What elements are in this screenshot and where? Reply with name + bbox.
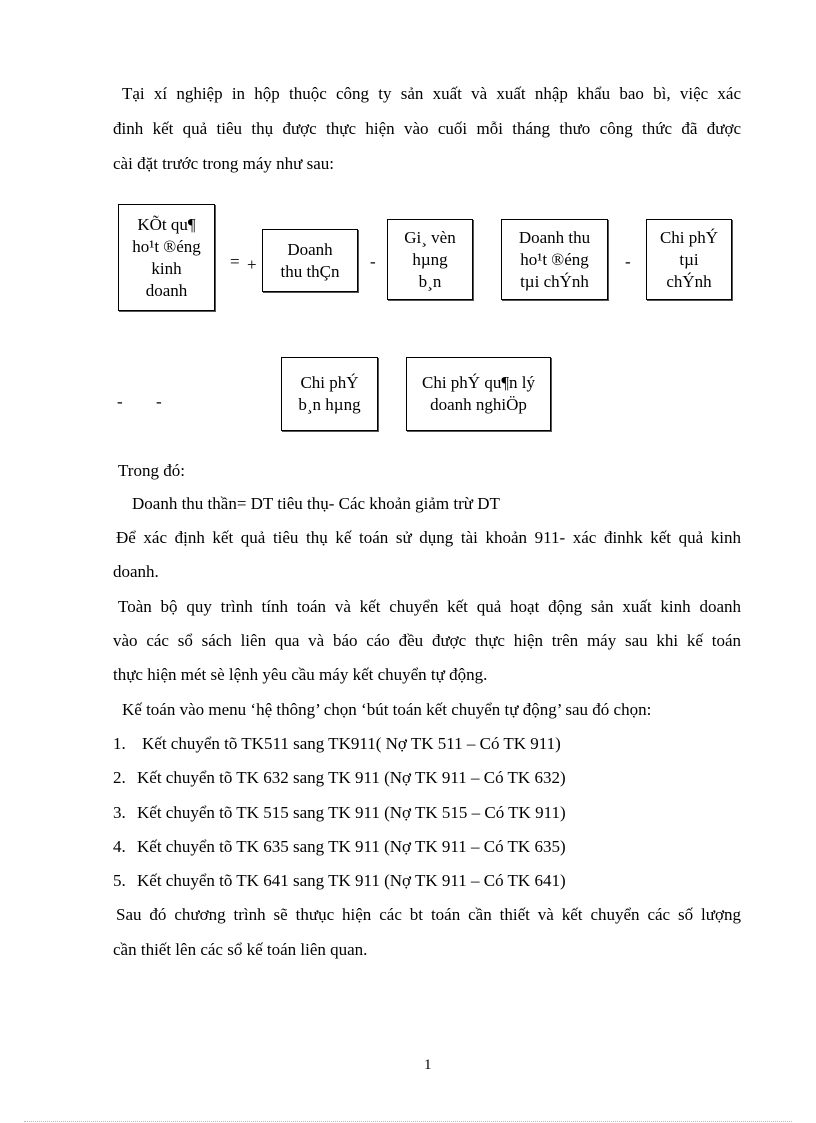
net-revenue-box: [262, 229, 358, 292]
selling-expense-box-line: b¸n hµng: [298, 395, 361, 414]
financial-expense-box-line: Chi phÝ: [659, 227, 719, 247]
net-revenue-definition: Doanh thu thần= DT tiêu thụ- Các khoản giảm trừ DT: [132, 494, 500, 513]
admin-expense-box-line: Chi phÝ qu¶n lý: [421, 373, 535, 392]
cost-of-sales-box-line: hµng: [412, 249, 448, 269]
selling-expense-box: [281, 357, 378, 431]
financial-expense-box-line: tµi: [679, 249, 699, 269]
closing-line-1: Sau đó chương trình sẽ thưục hiện các bt toán cần thiết và kết chuyển các số lượng: [116, 905, 741, 924]
account-line-1: Để xác định kết quả tiêu thụ kế toán sử dụng tài khoản 911- xác đinhk kết quả kinh: [116, 528, 741, 547]
plus-sign: +: [247, 255, 257, 274]
step-text: Kết chuyển tõ TK 641 sang TK 911 (Nợ TK 911 – Có TK 641): [137, 871, 566, 890]
process-line-3: thực hiện mét sè lệnh yêu cầu máy kết chuyển tự động.: [113, 665, 488, 684]
minus-sign: -: [625, 252, 631, 271]
equals-sign: =: [230, 252, 240, 271]
closing-line-2: cần thiết lên các sổ kế toán liên quan.: [113, 940, 368, 959]
in-which-label: Trong đó:: [118, 461, 185, 480]
financial-revenue-box-line: ho¹t ®éng: [520, 249, 589, 269]
step-number: 5.: [113, 871, 126, 890]
result-box-line: doanh: [145, 280, 188, 300]
step-text: Kết chuyển tõ TK 635 sang TK 911 (Nợ TK 911 – Có TK 635): [137, 837, 566, 856]
financial-revenue-box-line: tµi chÝnh: [520, 271, 589, 291]
selling-expense-box-line: Chi phÝ: [300, 373, 359, 392]
result-box-line: ho¹t ®éng: [132, 236, 201, 256]
step-number: 1.: [113, 734, 126, 753]
cost-of-sales-box-line: b¸n: [418, 271, 442, 291]
cost-of-sales-box: [387, 219, 473, 300]
menu-instruction: Kế toán vào menu ‘hệ thông’ chọn ‘bút toán kết chuyển tự động’ sau đó chọn:: [122, 700, 652, 719]
account-line-2: doanh.: [113, 562, 159, 581]
result-box-line: kinh: [151, 258, 182, 278]
net-revenue-box-line: thu thÇn: [280, 261, 340, 281]
step-text: Kết chuyển tõ TK 515 sang TK 911 (Nợ TK 515 – Có TK 911): [137, 803, 566, 822]
process-line-1: Toàn bộ quy trình tính toán và kết chuyển kết quả hoạt động sản xuất kinh doanh: [118, 597, 741, 616]
intro-line-3: cài đặt trước trong máy như sau:: [113, 154, 334, 173]
step-number: 4.: [113, 837, 126, 856]
intro-line-1: Tại xí nghiệp in hộp thuộc công ty sản xuất và xuất nhập khẩu bao bì, việc xác: [122, 84, 741, 103]
financial-revenue-box-line: Doanh thu: [518, 227, 591, 247]
page-bottom-divider: [24, 1121, 792, 1122]
cost-of-sales-box-line: Gi¸ vèn: [404, 227, 456, 247]
minus-sign: -: [370, 252, 376, 271]
financial-expense-box: [646, 219, 732, 300]
process-line-2: vào các sổ sách liên qua và báo cáo đều được thực hiện trên máy sau khi kế toán: [113, 631, 741, 650]
minus-sign: -: [156, 392, 162, 411]
financial-expense-box-line: chÝnh: [666, 271, 712, 291]
admin-expense-box-line: doanh nghiÖp: [430, 395, 527, 414]
step-text: Kết chuyển tõ TK 632 sang TK 911 (Nợ TK 911 – Có TK 632): [137, 768, 566, 787]
step-number: 2.: [113, 768, 126, 787]
result-box-line: KÕt qu¶: [137, 214, 196, 234]
intro-line-2: đinh kết quả tiêu thụ được thực hiện vào cuối mỗi tháng thưo công thức đã được: [113, 119, 741, 138]
page-number: 1: [424, 1057, 432, 1073]
step-text: Kết chuyển tõ TK511 sang TK911( Nợ TK 511 – Có TK 911): [142, 734, 561, 753]
admin-expense-box: [406, 357, 551, 431]
step-number: 3.: [113, 803, 126, 822]
minus-sign: -: [117, 392, 123, 411]
financial-revenue-box: [501, 219, 608, 300]
net-revenue-box-line: Doanh: [287, 239, 333, 259]
result-box: [118, 204, 215, 311]
